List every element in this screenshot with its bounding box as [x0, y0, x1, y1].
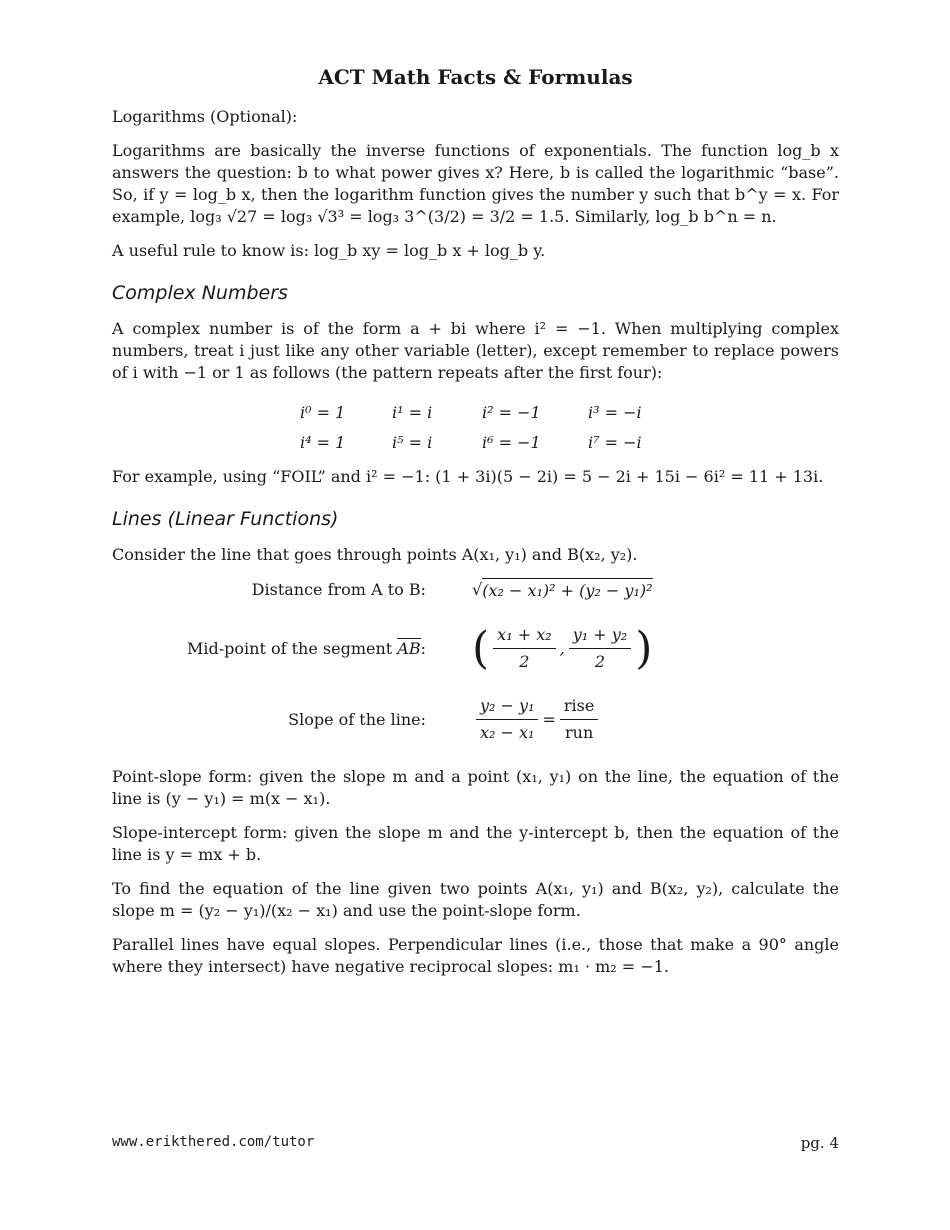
- point-slope-paragraph: Point-slope form: given the slope m and a point (x₁, y₁) on the line, the equation of the line is (y − y₁) = m(x − x₁).: [112, 767, 839, 808]
- page-title: ACT Math Facts & Formulas: [318, 65, 633, 89]
- equals-sign: =: [542, 709, 556, 729]
- slope-formula: [472, 695, 602, 744]
- fraction-denominator: x₂ − x₁: [480, 723, 535, 742]
- fraction-numerator: x₁ + x₂: [493, 624, 555, 649]
- power-cell: i⁵ = i: [392, 433, 433, 452]
- powers-of-i-table: [300, 402, 839, 454]
- page-footer: [112, 1134, 839, 1152]
- midpoint-label: [112, 638, 472, 660]
- power-cell: i⁴ = 1: [300, 433, 346, 452]
- power-cell: i² = −1: [482, 403, 541, 422]
- fraction-denominator: run: [564, 723, 594, 742]
- slope-intercept-paragraph: Slope-intercept form: given the slope m and the y-intercept b, then the equation of the line is y = mx + b.: [112, 823, 839, 864]
- fraction-numerator: rise: [560, 695, 598, 720]
- power-cell: i⁷ = −i: [588, 433, 642, 452]
- sqrt-symbol: √: [472, 580, 483, 599]
- complex-intro: A complex number is of the form a + bi where i² = −1. When multiplying complex numbers, treat i just like any other variable (letter), except remember to replace powers of i with −1 or 1 as follows (the pattern repeats after the first four):: [112, 319, 839, 382]
- midpoint-label-text: Mid-point of the segment: [187, 638, 393, 658]
- midpoint-x-fraction: [493, 624, 555, 673]
- rise-run-fraction: [560, 695, 598, 744]
- power-cell: i³ = −i: [588, 403, 642, 422]
- complex-numbers-heading: Complex Numbers: [112, 282, 288, 304]
- fraction-numerator: y₂ − y₁: [476, 695, 538, 720]
- parallel-paragraph: Parallel lines have equal slopes. Perpendicular lines (i.e., those that make a 90° angle where they intersect) have negative reciprocal slopes: m₁ · m₂ = −1.: [112, 935, 839, 976]
- complex-example: For example, using “FOIL” and i² = −1: (1 + 3i)(5 − 2i) = 5 − 2i + 15i − 6i² = 11 + 13i.: [112, 467, 824, 486]
- distance-formula: [472, 578, 653, 602]
- distance-radicand: (x₂ − x₁)² + (y₂ − y₁)²: [482, 578, 652, 602]
- midpoint-y-fraction: [569, 624, 631, 673]
- logarithms-intro: Logarithms are basically the inverse functions of exponentials. The function log_b x answers the question: b to what power gives x? Here, b is called the logarithmic “base”. So, if y = log_b x, then the logarithm function gives the number y such that b^y = x. For example, log₃ √27 = log₃ √3³ = log₃ 3^(3/2) = 3/2 = 1.5. Similarly, log_b b^n = n.: [112, 141, 839, 226]
- power-cell: i⁶ = −1: [482, 433, 541, 452]
- left-paren: (: [472, 622, 490, 674]
- slope-label: Slope of the line:: [288, 709, 426, 729]
- page-number: pg. 4: [800, 1134, 839, 1152]
- fraction-denominator: 2: [519, 652, 530, 671]
- slope-fraction: [476, 695, 538, 744]
- slope-row: [112, 695, 839, 744]
- midpoint-colon: :: [420, 638, 426, 658]
- document-page: [112, 60, 839, 990]
- footer-url[interactable]: www.erikthered.com/tutor: [112, 1134, 315, 1150]
- logarithms-heading: Logarithms (Optional):: [112, 107, 298, 126]
- midpoint-row: [112, 624, 839, 673]
- logarithms-rule: A useful rule to know is: log_b xy = log_b x + log_b y.: [112, 241, 546, 260]
- lines-intro: Consider the line that goes through points A(x₁, y₁) and B(x₂, y₂).: [112, 545, 638, 564]
- distance-label: Distance from A to B:: [251, 580, 426, 599]
- midpoint-formula: [472, 624, 652, 673]
- two-points-paragraph: To find the equation of the line given two points A(x₁, y₁) and B(x₂, y₂), calculate the slope m = (y₂ − y₁)/(x₂ − x₁) and use the point-slope form.: [112, 879, 839, 920]
- lines-heading: Lines (Linear Functions): [112, 508, 339, 530]
- right-paren: ): [635, 622, 653, 674]
- fraction-numerator: y₁ + y₂: [569, 624, 631, 649]
- comma: ,: [559, 638, 565, 658]
- segment-ab: AB: [397, 638, 421, 658]
- power-cell: i⁰ = 1: [300, 403, 346, 422]
- power-cell: i¹ = i: [392, 403, 433, 422]
- line-formulas-table: [112, 578, 839, 744]
- fraction-denominator: 2: [594, 652, 606, 671]
- distance-row: [112, 578, 839, 602]
